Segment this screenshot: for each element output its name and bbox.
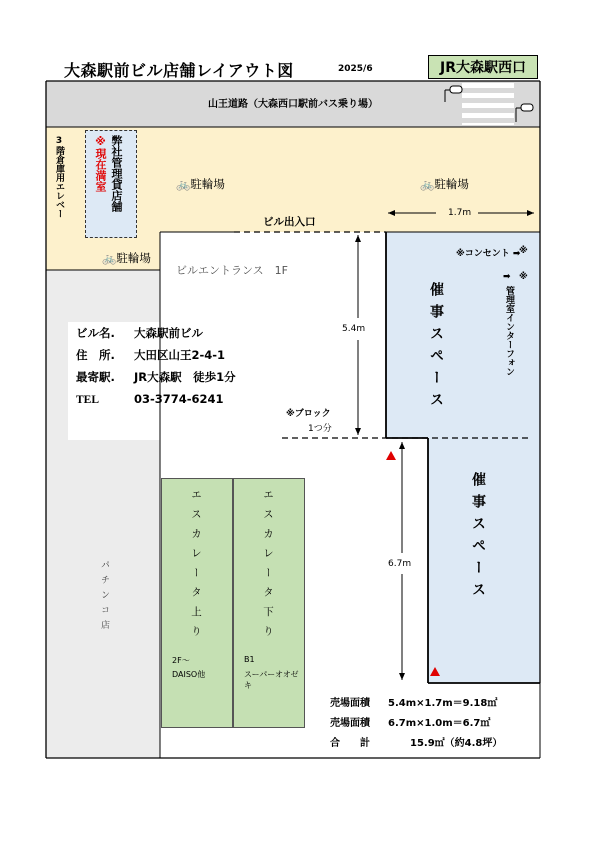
- escalator-down-store: スーパーオオゼキ: [244, 670, 299, 690]
- info-row-address: 住 所. 大田区山王2-4-1: [76, 348, 226, 362]
- intercom-arrow: ➡: [503, 272, 511, 282]
- elevator-label: 3階倉庫用エレベー: [54, 136, 64, 218]
- bike-parking-1: 🚲駐輪場: [176, 177, 225, 191]
- intercom-mark: ※: [519, 272, 528, 282]
- pachinko-label: パチンコ店: [99, 560, 109, 635]
- event-space-lower-label: 催事スペース: [470, 472, 486, 604]
- dim-arrowhead-left: [388, 210, 395, 216]
- area-row-3: 合 計 15.9㎡（約4.8坪）: [330, 738, 503, 749]
- intercom-label: 管理室インターフォン: [504, 286, 514, 376]
- page-title: 大森駅前ビル店舗レイアウト図: [64, 61, 294, 80]
- dim-upper-head-bottom: [355, 428, 361, 435]
- bicycle-icon: 🚲: [176, 177, 191, 191]
- building-entrance-label: ビル出入口: [263, 216, 316, 228]
- outlet-note: ※コンセント ➡: [456, 249, 521, 259]
- dimension-width-top: 1.7m: [448, 208, 472, 218]
- dimension-height-lower: 6.7m: [388, 559, 412, 569]
- dim-lower-head-bottom: [399, 673, 405, 680]
- escalator-up-store: DAISO他: [172, 670, 206, 679]
- info-row-tel: TEL 03-3774-6241: [76, 392, 224, 406]
- escalator-up-floor: 2F〜: [172, 656, 190, 665]
- area-row-2: 売場面積 6.7m×1.0m＝6.7㎡: [330, 718, 491, 729]
- bike-parking-2: 🚲駐輪場: [420, 177, 469, 191]
- escalator-down-label: エスカレータ下り: [262, 489, 274, 645]
- escalator-up-label: エスカレータ上り: [190, 489, 202, 645]
- traffic-signal-icon: [516, 104, 533, 122]
- outlet-mark: ※: [519, 246, 528, 256]
- bike-parking-3: 🚲駐輪場: [102, 251, 151, 265]
- lobby-label: ビルエントランス 1F: [176, 264, 288, 277]
- office-note: ※現在満室: [94, 135, 107, 192]
- block-note-line1: ※ブロック: [286, 409, 331, 419]
- block-note-line2: 1つ分: [308, 424, 332, 434]
- date-label: 2025/6: [338, 64, 373, 74]
- dimension-height-upper: 5.4m: [342, 324, 366, 334]
- office-label: 弊社管理貸店舗: [110, 135, 123, 212]
- info-row-station: 最寄駅. JR大森駅 徒歩1分: [76, 370, 236, 384]
- traffic-signal-icon: [445, 86, 462, 102]
- bicycle-icon: 🚲: [102, 251, 117, 265]
- road-label: 山王道路（大森西口駅前バス乗り場）: [208, 99, 378, 110]
- station-label: JR大森駅西口: [428, 55, 538, 79]
- area-row-1: 売場面積 5.4m×1.7m＝9.18㎡: [330, 698, 498, 709]
- bicycle-icon: 🚲: [420, 177, 435, 191]
- info-row-name: ビル名. 大森駅前ビル: [76, 326, 203, 340]
- dim-lower-head-top: [399, 442, 405, 449]
- dim-upper-head-top: [355, 235, 361, 242]
- event-space-upper-label: 催事スペース: [428, 282, 444, 414]
- dim-arrowhead-right: [527, 210, 534, 216]
- escalator-down-floor: B1: [244, 655, 255, 664]
